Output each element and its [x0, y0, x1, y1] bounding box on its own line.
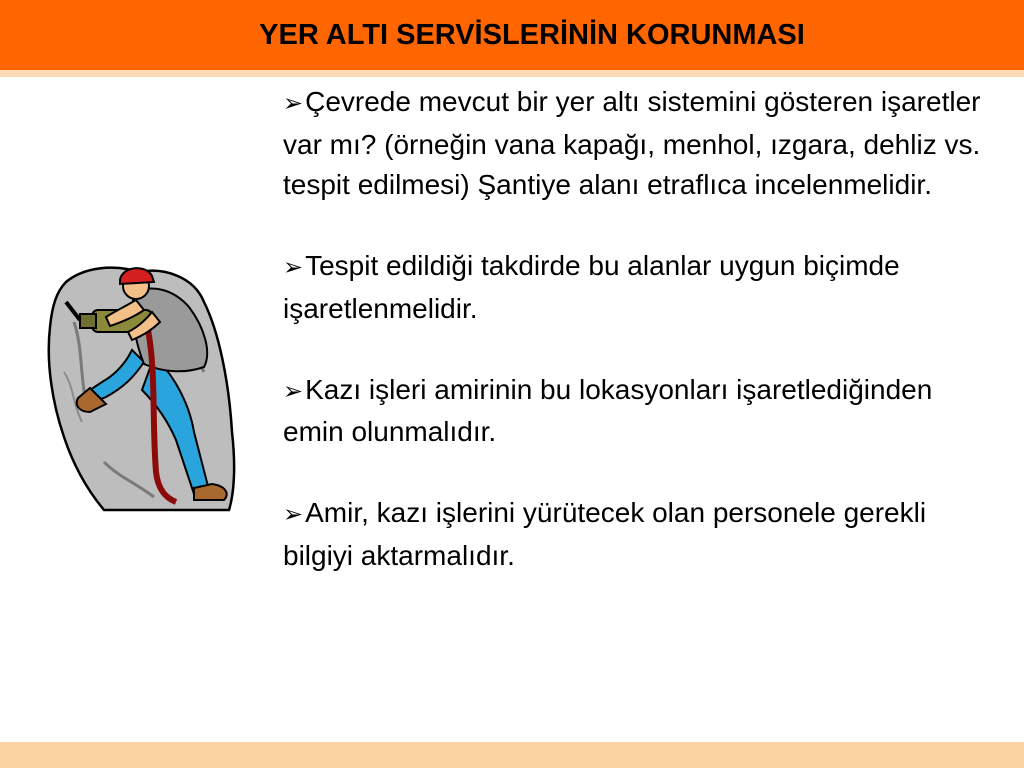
bullet-text: Kazı işleri amirinin bu lokasyonları işaretlediğinden emin olunmalıdır.: [283, 373, 933, 447]
bullet-text: Amir, kazı işlerini yürütecek olan personele gerekli bilgiyi aktarmalıdır.: [283, 497, 927, 571]
arrow-bullet-icon: ➢: [283, 501, 304, 528]
bullet-item: [283, 246, 983, 329]
bullet-list: [283, 82, 983, 576]
arrow-bullet-icon: ➢: [283, 254, 304, 281]
arrow-bullet-icon: ➢: [283, 377, 304, 405]
bullet-text: Çevrede mevcut bir yer altı sistemini gösteren işaretler var mı? (örneğin vana kapağı, menhol, ızgara, dehliz vs. tespit edilmesi) Şantiye alanı etraflıca incelenmelidir.: [283, 86, 981, 200]
footer-bar: [0, 742, 1024, 768]
bullet-item: [283, 82, 983, 206]
slide-title: YER ALTI SERVİSLERİNİN KORUNMASI: [259, 18, 805, 51]
title-stripe: [0, 70, 1024, 77]
worker-jackhammer-icon: [44, 262, 240, 512]
bullet-item: [283, 370, 983, 453]
bullet-text: Tespit edildiği takdirde bu alanlar uygun biçimde işaretlenmelidir.: [283, 250, 900, 324]
arrow-bullet-icon: ➢: [283, 90, 304, 117]
title-bar: [0, 0, 1024, 70]
bullet-item: [283, 493, 983, 576]
